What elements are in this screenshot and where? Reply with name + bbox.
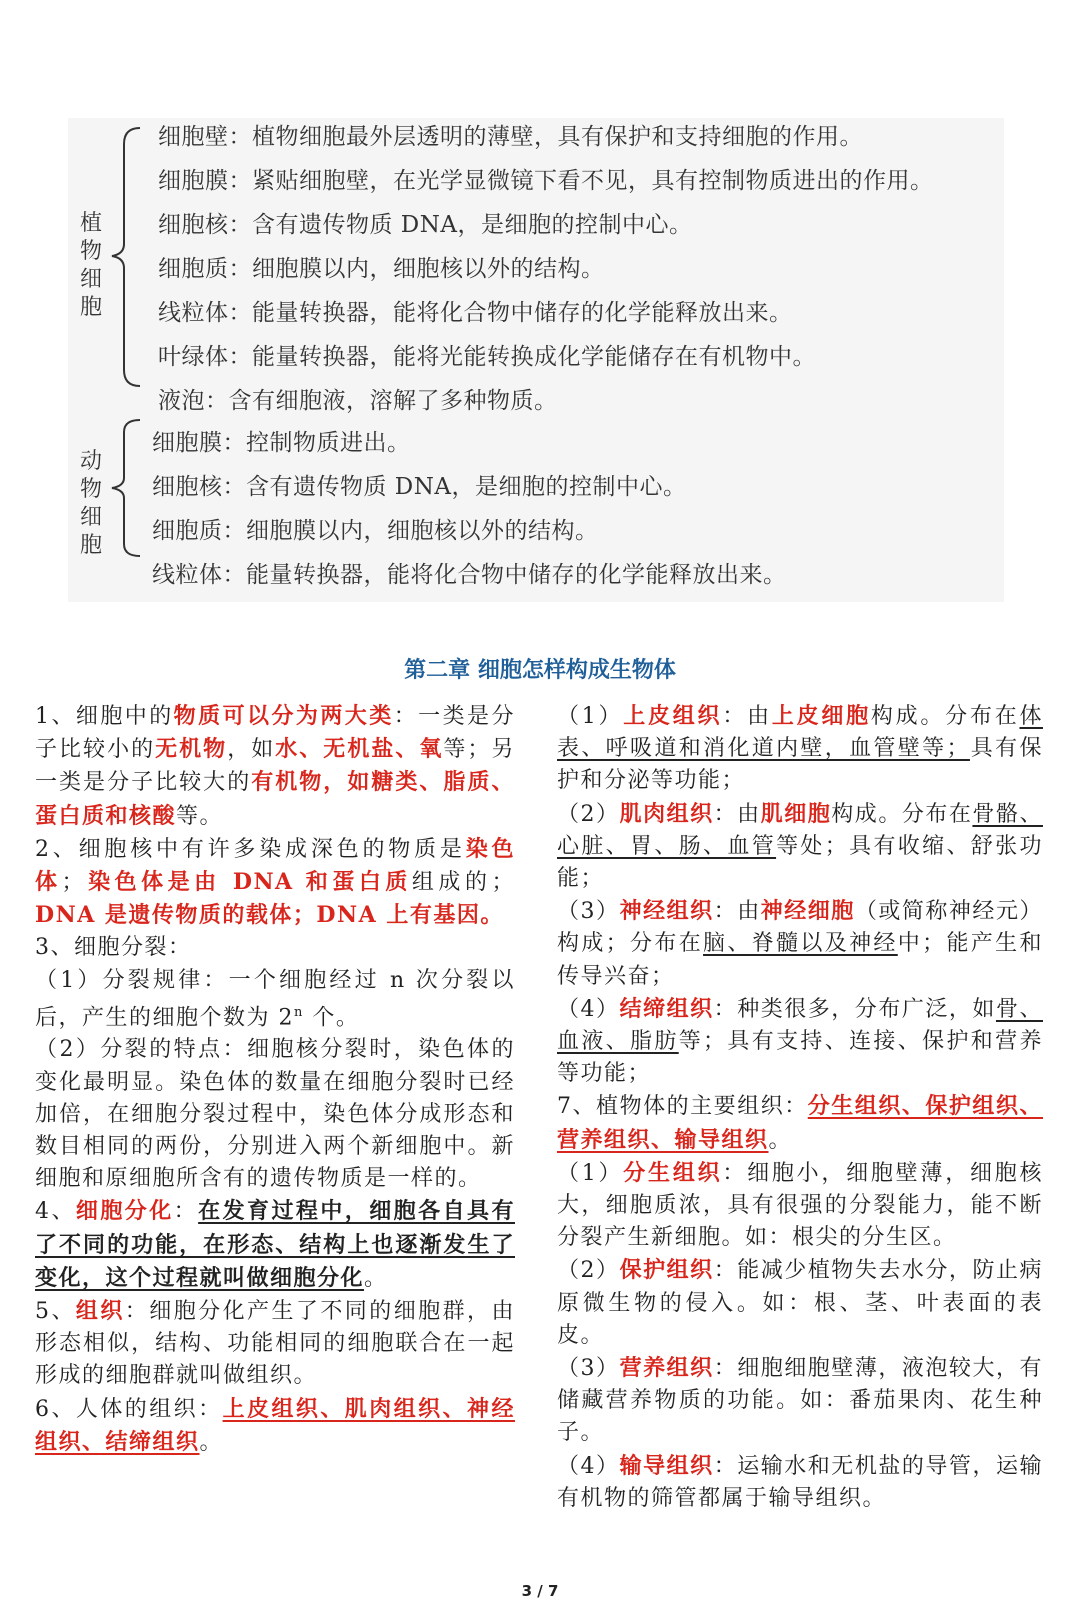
animal-cell-label: 动物细胞 bbox=[79, 449, 102, 558]
plant-line: 液泡：含有细胞液，溶解了多种物质。 bbox=[158, 388, 558, 414]
chapter-title: 第二章 细胞怎样构成生物体 bbox=[404, 658, 676, 683]
plant-cell-label: 植物细胞 bbox=[79, 211, 102, 320]
tissue-epithelial: （1）上皮组织：由上皮细胞构成。分布在体表、呼吸道和消化道内壁，血管壁等；具有保护和分泌等功能； bbox=[557, 703, 1043, 794]
paragraph-1: 1、细胞中的物质可以分为两大类：一类是分子比较小的无机物，如水、无机盐、氧等；另一类是分子比较大的有机物，如糖类、脂质、蛋白质和核酸等。 bbox=[35, 703, 515, 829]
cell-structure-figure bbox=[68, 118, 1004, 602]
paragraph-2: 2、细胞核中有许多染成深色的物质是染色体；染色体是由 DNA 和蛋白质组成的；DNA 是遗传物质的载体；DNA 上有基因。 bbox=[35, 835, 515, 929]
tissue-muscle: （2）肌肉组织：由肌细胞构成。分布在骨骼、心脏、胃、肠、血管等处；具有收缩、舒张功能； bbox=[557, 800, 1043, 892]
plant-tissue-conducting: （4）输导组织：运输水和无机盐的导管，运输有机物的筛管都属于输导组织。 bbox=[557, 1452, 1043, 1511]
plant-line: 细胞质：细胞膜以内，细胞核以外的结构。 bbox=[158, 256, 605, 282]
plant-brace bbox=[106, 126, 146, 388]
paragraph-7: 7、植物体的主要组织：分生组织、保护组织、营养组织、输导组织。 bbox=[557, 1093, 1043, 1153]
plant-line: 细胞膜：紧贴细胞壁，在光学显微镜下看不见，具有控制物质进出的作用。 bbox=[158, 168, 934, 194]
animal-line: 细胞膜：控制物质进出。 bbox=[152, 430, 411, 456]
paragraph-4: 4、细胞分化：在发育过程中，细胞各自具有了不同的功能，在形态、结构上也逐渐发生了变化，这个过程就叫做细胞分化。 bbox=[35, 1198, 515, 1291]
animal-line: 线粒体：能量转换器，能将化合物中储存的化学能释放出来。 bbox=[152, 562, 787, 588]
plant-line: 叶绿体：能量转换器，能将光能转换成化学能储存在有机物中。 bbox=[158, 344, 816, 370]
plant-tissue-meristematic: （1）分生组织：细胞小，细胞壁薄，细胞核大，细胞质浓，具有很强的分裂能力，能不断分裂产生新细胞。如：根尖的分生区。 bbox=[557, 1159, 1043, 1251]
plant-line: 线粒体：能量转换器，能将化合物中储存的化学能释放出来。 bbox=[158, 300, 793, 326]
right-column bbox=[557, 700, 1043, 1515]
page-number: 3 / 7 bbox=[521, 1582, 559, 1600]
animal-line: 细胞质：细胞膜以内，细胞核以外的结构。 bbox=[152, 518, 599, 544]
paragraph-3: 3、细胞分裂： bbox=[35, 935, 192, 961]
paragraph-5: 5、组织：细胞分化产生了不同的细胞群，由形态相似，结构、功能相同的细胞联合在一起形成的细胞群就叫做组织。 bbox=[35, 1297, 515, 1389]
plant-tissue-protective: （2）保护组织：能减少植物失去水分，防止病原微生物的侵入。如：根、茎、叶表面的表皮。 bbox=[557, 1257, 1043, 1348]
tissue-nerve: （3）神经组织：由神经细胞（或简称神经元）构成；分布在脑、脊髓以及神经中；能产生和传导兴奋； bbox=[557, 898, 1043, 989]
paragraph-6: 6、人体的组织：上皮组织、肌肉组织、神经组织、结缔组织。 bbox=[35, 1395, 515, 1455]
animal-line: 细胞核：含有遗传物质 DNA，是细胞的控制中心。 bbox=[152, 474, 687, 500]
animal-brace bbox=[106, 418, 146, 558]
paragraph-3-1: （1）分裂规律：一个细胞经过 n 次分裂以后，产生的细胞个数为 2$^n$ 个。 bbox=[35, 967, 515, 1031]
tissue-connective: （4）结缔组织：种类很多，分布广泛，如骨、血液、脂肪等；具有支持、连接、保护和营养等功能； bbox=[557, 995, 1043, 1087]
paragraph-3-2: （2）分裂的特点：细胞核分裂时，染色体的变化最明显。染色体的数量在细胞分裂时已经加倍，在细胞分裂过程中，染色体分成形态和数目相同的两份，分别进入两个新细胞中。新细胞和原细胞所含有的遗传物质是一样的。 bbox=[35, 1037, 515, 1192]
plant-tissue-nutritive: （3）营养组织：细胞细胞壁薄，液泡较大，有储藏营养物质的功能。如：番茄果肉、花生种子。 bbox=[557, 1355, 1043, 1446]
plant-line: 细胞壁：植物细胞最外层透明的薄壁，具有保护和支持细胞的作用。 bbox=[158, 124, 863, 150]
left-column bbox=[35, 700, 515, 1459]
plant-line: 细胞核：含有遗传物质 DNA，是细胞的控制中心。 bbox=[158, 212, 693, 238]
